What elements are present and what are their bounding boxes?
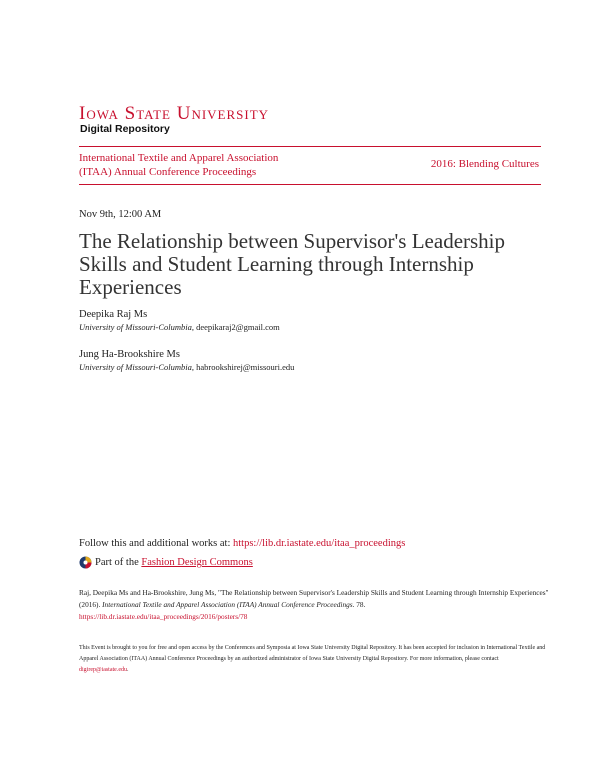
series-line-2: (ITAA) Annual Conference Proceedings	[79, 166, 257, 178]
author-block-2	[79, 349, 294, 372]
author-name: Jung Ha-Brookshire Ms	[79, 349, 180, 360]
author-affiliation	[79, 362, 294, 372]
series-name-link[interactable]	[79, 151, 278, 179]
affiliation-name: University of Missouri-Columbia	[79, 362, 192, 372]
follow-line	[79, 538, 405, 549]
event-date: Nov 9th, 12:00 AM	[79, 209, 162, 220]
footer-notice	[79, 643, 549, 676]
citation-url-link[interactable]: https://lib.dr.iastate.edu/itaa_proceedings/2016/posters/78	[79, 612, 248, 621]
author-affiliation	[79, 322, 280, 332]
affiliation-name: University of Missouri-Columbia	[79, 322, 192, 332]
year-link[interactable]: 2016: Blending Cultures	[430, 158, 539, 170]
series-line-1: International Textile and Apparel Association	[79, 152, 279, 164]
fashion-design-commons-link[interactable]: Fashion Design Commons	[141, 557, 253, 568]
contact-email-link[interactable]: digirep@iastate.edu	[79, 667, 128, 673]
citation-number: . 78.	[352, 600, 366, 609]
author-block-1	[79, 309, 280, 332]
part-of-line	[79, 556, 253, 569]
repository-logo-text: Digital Repository	[80, 123, 170, 135]
footer-text: This Event is brought to you for free and open access by the Conferences and Symposia at Iowa State University Digital Repository. It has been accepted for inclusion in International Textile and Apparel Association (ITAA) Annual Conference Proceedings by an authorized administrator of Iowa State University Digital Repository. For more information, please contact	[79, 645, 546, 662]
commons-icon	[79, 556, 92, 569]
part-of-text: Part of the	[95, 557, 139, 568]
author-name: Deepika Raj Ms	[79, 309, 148, 320]
author-email: , deepikaraj2@gmail.com	[191, 322, 280, 332]
citation-block	[79, 587, 549, 623]
citation-journal: International Textile and Apparel Association (ITAA) Annual Conference Proceedings	[102, 600, 353, 609]
footer-end: .	[127, 667, 129, 673]
header-rule-top	[79, 146, 541, 147]
paper-title: The Relationship between Supervisor's Leadership Skills and Student Learning through Internship Experiences	[79, 229, 506, 299]
author-email: , habrookshirej@missouri.edu	[191, 362, 295, 372]
proceedings-link[interactable]: https://lib.dr.iastate.edu/itaa_proceedings	[233, 538, 406, 549]
university-logo-text: Iowa State University	[79, 103, 270, 124]
header-rule-bottom	[79, 184, 541, 185]
citation-text: Raj, Deepika Ms and Ha-Brookshire, Jung Ms, "The Relationship between Supervisor's Leadership Skills and Student Learning through Internship Experiences" (2016).	[79, 588, 549, 609]
follow-text: Follow this and additional works at:	[79, 538, 233, 549]
